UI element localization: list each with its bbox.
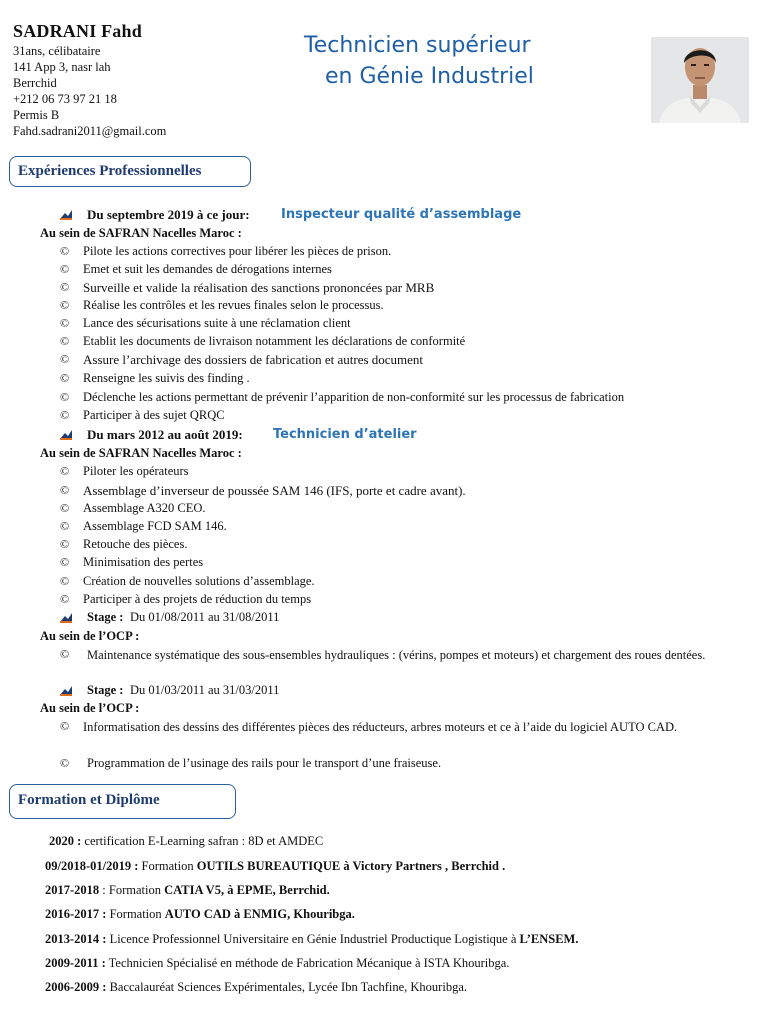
arrow-bullet-icon xyxy=(60,613,72,623)
job2-item: Assemblage d’inverseur de poussée SAM 146 (IFS, porte et cadre avant). xyxy=(83,483,466,498)
stage1-company: Au sein de l’OCP : xyxy=(40,629,140,643)
education-text: Technicien Spécialisé en méthode de Fabrication Mécanique à ISTA Khouribga. xyxy=(105,956,510,970)
job-title-line1: Technicien supérieur xyxy=(304,33,531,58)
job1-item: Emet et suit les demandes de dérogations internes xyxy=(83,262,332,276)
arrow-bullet-icon xyxy=(60,686,72,696)
job2-item: Création de nouvelles solutions d’assemblage. xyxy=(83,574,315,588)
education-date: 2020 : xyxy=(49,834,82,848)
bullet-icon: © xyxy=(60,647,70,661)
stage1-item: Maintenance systématique des sous-ensembles hydrauliques : (vérins, pompes et moteurs) et chargement des roues dentées. xyxy=(87,648,706,662)
education-entry xyxy=(45,859,505,874)
bullet-icon: © xyxy=(60,719,70,733)
section-header-education: Formation et Diplôme xyxy=(9,784,236,819)
job1-role: Inspecteur qualité d’assemblage xyxy=(281,207,522,222)
education-entry xyxy=(45,956,509,971)
arrow-bullet-icon xyxy=(60,430,72,440)
info-city: Berrchid xyxy=(13,76,57,90)
education-date: 2013-2014 : xyxy=(45,932,107,946)
education-strong: OUTILS BUREAUTIQUE à Victory Partners , Berrchid . xyxy=(196,859,506,873)
education-entry xyxy=(45,932,578,947)
stage1-dates: Du 01/08/2011 au 31/08/2011 xyxy=(130,610,280,624)
stage2-item: Programmation de l’usinage des rails pour le transport d’une fraiseuse. xyxy=(87,756,442,770)
education-text: Licence Professionnel Universitaire en Génie Industriel Productique Logistique à xyxy=(106,932,520,946)
info-email[interactable]: Fahd.sadrani2011@gmail.com xyxy=(13,124,167,138)
profile-photo xyxy=(651,37,749,123)
education-date: 2017-2018 xyxy=(45,883,100,897)
job2-company: Au sein de SAFRAN Nacelles Maroc : xyxy=(40,446,242,460)
bullet-icon: © xyxy=(60,244,70,258)
education-strong: CATIA V5, à EPME, Berrchid. xyxy=(164,883,330,897)
job1-item: Lance des sécurisations suite à une réclamation client xyxy=(83,316,351,330)
job1-item: Renseigne les suivis des finding . xyxy=(83,371,250,385)
bullet-icon: © xyxy=(60,756,70,770)
stage1-label: Stage : xyxy=(87,610,124,624)
job2-item: Assemblage FCD SAM 146. xyxy=(83,519,227,533)
job2-item: Participer à des projets de réduction du temps xyxy=(83,592,312,606)
job1-item: Déclenche les actions permettant de prévenir l’apparition de non-conformité sur les processus de fabrication xyxy=(83,390,625,404)
bullet-icon: © xyxy=(60,262,70,276)
bullet-icon: © xyxy=(60,574,70,588)
bullet-icon: © xyxy=(60,537,70,551)
education-text: certification E-Learning safran : 8D et AMDEC xyxy=(81,834,324,848)
education-text: Formation xyxy=(106,907,165,921)
candidate-name: SADRANI Fahd xyxy=(13,21,142,41)
job2-item: Piloter les opérateurs xyxy=(83,464,189,478)
job1-item: Participer à des sujet QRQC xyxy=(83,408,225,422)
job2-role: Technicien d’atelier xyxy=(273,427,417,442)
education-date: 2006-2009 : xyxy=(45,980,107,994)
bullet-icon: © xyxy=(60,555,70,569)
education-text: Formation xyxy=(138,859,197,873)
job2-item: Minimisation des pertes xyxy=(83,555,204,569)
bullet-icon: © xyxy=(60,298,70,312)
job1-item: Assure l’archivage des dossiers de fabrication et autres document xyxy=(83,352,424,367)
education-strong: AUTO CAD à ENMIG, Khouribga. xyxy=(164,907,355,921)
job2-item: Assemblage A320 CEO. xyxy=(83,501,206,515)
stage2-item: Informatisation des dessins des différentes pièces des réducteurs, arbres moteurs et ce à l’aide du logiciel AUTO CAD. xyxy=(83,720,678,734)
bullet-icon: © xyxy=(60,464,70,478)
stage2-company: Au sein de l’OCP : xyxy=(40,701,140,715)
education-entry xyxy=(49,834,323,849)
section-header-experience: Expériences Professionnelles xyxy=(9,156,251,187)
bullet-icon: © xyxy=(60,352,70,366)
education-entry xyxy=(45,883,330,898)
education-entry xyxy=(45,980,467,995)
job1-period: Du septembre 2019 à ce jour: xyxy=(87,207,250,222)
education-text: Baccalauréat Sciences Expérimentales, Lycée Ibn Tachfine, Khouribga. xyxy=(106,980,467,994)
stage2-label: Stage : xyxy=(87,683,124,697)
info-phone: +212 06 73 97 21 18 xyxy=(13,92,117,106)
job1-company: Au sein de SAFRAN Nacelles Maroc : xyxy=(40,226,242,240)
bullet-icon: © xyxy=(60,519,70,533)
info-license: Permis B xyxy=(13,108,60,122)
bullet-icon: © xyxy=(60,408,70,422)
bullet-icon: © xyxy=(60,280,70,294)
job1-item: Pilote les actions correctives pour libérer les pièces de prison. xyxy=(83,244,392,258)
bullet-icon: © xyxy=(60,592,70,606)
bullet-icon: © xyxy=(60,483,70,497)
education-text: : Formation xyxy=(99,883,165,897)
bullet-icon: © xyxy=(60,390,70,404)
job1-item: Etablit les documents de livraison notamment les déclarations de conformité xyxy=(83,334,466,348)
bullet-icon: © xyxy=(60,501,70,515)
education-strong: L’ENSEM. xyxy=(519,932,579,946)
bullet-icon: © xyxy=(60,334,70,348)
bullet-icon: © xyxy=(60,371,70,385)
job1-item: Surveille et valide la réalisation des sanctions prononcées par MRB xyxy=(83,280,435,295)
info-age: 31ans, célibataire xyxy=(13,44,101,58)
education-date: 2016-2017 : xyxy=(45,907,107,921)
stage2-dates: Du 01/03/2011 au 31/03/2011 xyxy=(130,683,280,697)
bullet-icon: © xyxy=(60,316,70,330)
education-date: 2009-2011 : xyxy=(45,956,106,970)
job-title-line2: en Génie Industriel xyxy=(325,64,534,89)
job1-item: Réalise les contrôles et les revues finales selon le processus. xyxy=(83,298,384,312)
job2-period: Du mars 2012 au août 2019: xyxy=(87,427,243,442)
job2-item: Retouche des pièces. xyxy=(83,537,188,551)
education-entry xyxy=(45,907,355,922)
info-address: 141 App 3, nasr lah xyxy=(13,60,111,74)
arrow-bullet-icon xyxy=(60,210,72,220)
education-date: 09/2018-01/2019 : xyxy=(45,859,139,873)
